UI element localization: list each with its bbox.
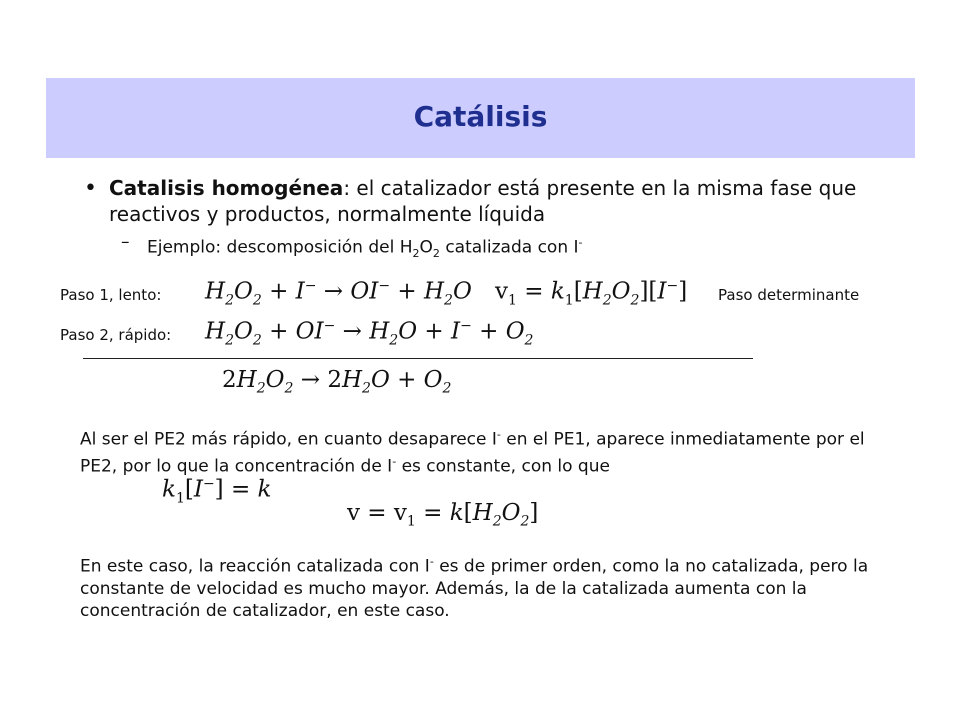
example-line: Ejemplo: descomposición del $H_2O_2$ catalizada con I- (147, 236, 583, 261)
constant-relation: $k_1[I^-] = k$ (162, 476, 272, 507)
bullet-term: Catalisis homogénea (109, 176, 344, 200)
overall-equation: $2H_2O_2 \to 2H_2O + O_2$ (222, 367, 452, 397)
paragraph-1: Al ser el PE2 más rápido, en cuanto desaparece I- en el PE1, aparece inmediatamente por el PE2, por lo que la concentración de I- es constante, con lo que (80, 428, 865, 477)
bullet-icon: • (84, 176, 97, 201)
paragraph-2: En este caso, la reacción catalizada con I- es de primer orden, como la no catalizada, pero la constante de velocidad es mucho mayor. Además, la de la catalizada aumenta con la concentración de catalizador, en este caso. (80, 555, 869, 621)
title-banner (46, 78, 915, 158)
step1-equation: $H_2O_2 + I^- \to OI^- + H_2O$ (205, 278, 472, 309)
step1-label: Paso 1, lento: (60, 286, 162, 304)
sum-divider (83, 358, 753, 359)
step2-label: Paso 2, rápido: (60, 326, 172, 344)
bullet-definition: : el catalizador está presente en la misma fase que reactivos y productos, normalmente líquida (109, 176, 857, 226)
overall-rate-law: $v = v_1 = k[H_2O_2]$ (347, 500, 539, 530)
bullet-text (109, 175, 859, 227)
determining-step-label: Paso determinante (718, 286, 860, 304)
rate-law-step1: $v_1 = k_1[H_2O_2][I^-]$ (495, 278, 688, 309)
slide-title: Catálisis (413, 100, 548, 133)
step2-equation: $H_2O_2 + OI^- \to H_2O + I^- + O_2$ (205, 318, 534, 349)
dash-icon: – (121, 232, 130, 252)
